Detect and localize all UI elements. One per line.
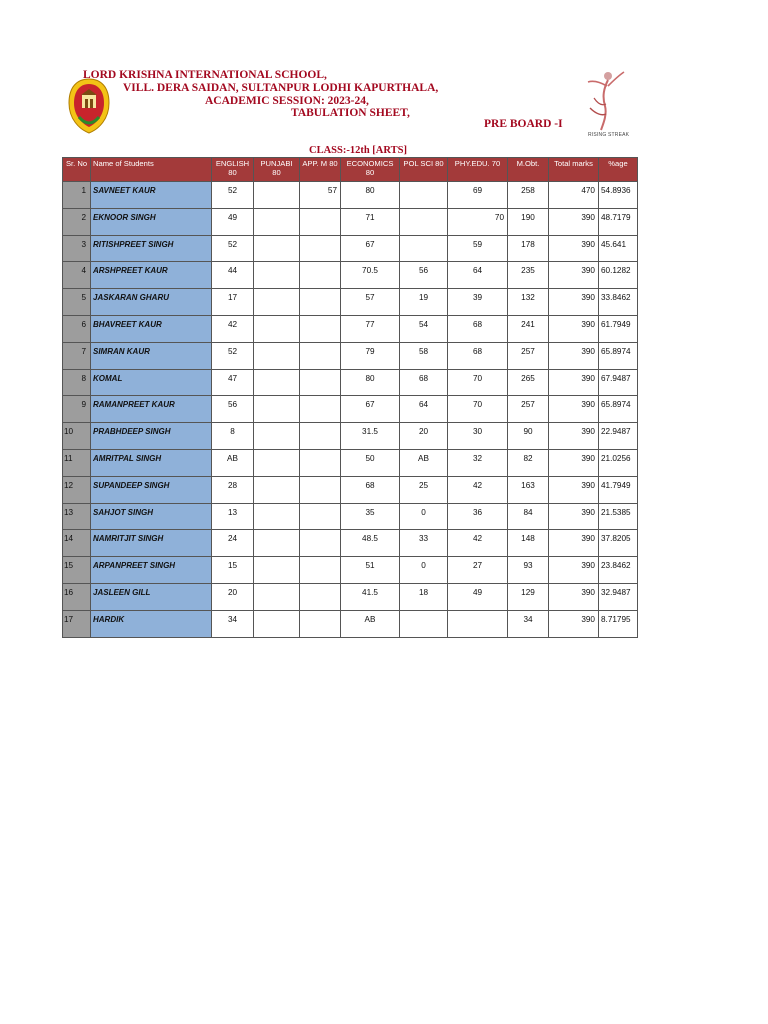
pol-sci-cell: 64 xyxy=(400,396,448,423)
punjabi-cell xyxy=(254,369,300,396)
sr-cell: 1 xyxy=(63,182,91,209)
marks-obtained-cell: 235 xyxy=(508,262,549,289)
name-cell: SIMRAN KAUR xyxy=(91,342,212,369)
total-marks-cell: 470 xyxy=(549,182,599,209)
economics-cell: 80 xyxy=(341,369,400,396)
pol-sci-cell: 20 xyxy=(400,423,448,450)
english-cell: 52 xyxy=(212,342,254,369)
name-cell: JASKARAN GHARU xyxy=(91,289,212,316)
col-percentage: %age xyxy=(599,158,638,182)
app-m-cell: 57 xyxy=(300,182,341,209)
punjabi-cell xyxy=(254,610,300,637)
pol-sci-cell: 54 xyxy=(400,315,448,342)
marks-obtained-cell: 257 xyxy=(508,396,549,423)
sr-cell: 12 xyxy=(63,476,91,503)
phy-edu-cell xyxy=(448,610,508,637)
col-total-marks: Total marks xyxy=(549,158,599,182)
english-cell: 49 xyxy=(212,208,254,235)
name-cell: ARPANPREET SINGH xyxy=(91,557,212,584)
economics-cell: 68 xyxy=(341,476,400,503)
col-punjabi: PUNJABI 80 xyxy=(254,158,300,182)
english-cell: 42 xyxy=(212,315,254,342)
table-row xyxy=(63,503,638,530)
name-cell: AMRITPAL SINGH xyxy=(91,449,212,476)
app-m-cell xyxy=(300,396,341,423)
name-cell: NAMRITJIT SINGH xyxy=(91,530,212,557)
economics-cell: 57 xyxy=(341,289,400,316)
total-marks-cell: 390 xyxy=(549,583,599,610)
punjabi-cell xyxy=(254,342,300,369)
total-marks-cell: 390 xyxy=(549,342,599,369)
app-m-cell xyxy=(300,208,341,235)
percentage-cell: 21.5385 xyxy=(599,503,638,530)
english-cell: 34 xyxy=(212,610,254,637)
economics-cell: 79 xyxy=(341,342,400,369)
total-marks-cell: 390 xyxy=(549,557,599,584)
phy-edu-cell: 64 xyxy=(448,262,508,289)
rising-streak-emblem-icon xyxy=(578,68,636,142)
percentage-cell: 67.9487 xyxy=(599,369,638,396)
app-m-cell xyxy=(300,289,341,316)
header-row xyxy=(63,158,638,182)
school-name: LORD KRISHNA INTERNATIONAL SCHOOL, xyxy=(83,69,327,81)
name-cell: JASLEEN GILL xyxy=(91,583,212,610)
app-m-cell xyxy=(300,530,341,557)
english-cell: 52 xyxy=(212,235,254,262)
pol-sci-cell xyxy=(400,208,448,235)
phy-edu-cell: 36 xyxy=(448,503,508,530)
total-marks-cell: 390 xyxy=(549,530,599,557)
sr-cell: 11 xyxy=(63,449,91,476)
col-pol-sci: POL SCI 80 xyxy=(400,158,448,182)
table-row xyxy=(63,449,638,476)
marks-obtained-cell: 257 xyxy=(508,342,549,369)
english-cell: 8 xyxy=(212,423,254,450)
pol-sci-cell xyxy=(400,610,448,637)
table-row xyxy=(63,342,638,369)
phy-edu-cell: 68 xyxy=(448,315,508,342)
marks-obtained-cell: 82 xyxy=(508,449,549,476)
sr-cell: 14 xyxy=(63,530,91,557)
english-cell: 24 xyxy=(212,530,254,557)
english-cell: 17 xyxy=(212,289,254,316)
english-cell: AB xyxy=(212,449,254,476)
col-sr-no: Sr. No xyxy=(63,158,91,182)
english-cell: 52 xyxy=(212,182,254,209)
table-row xyxy=(63,289,638,316)
punjabi-cell xyxy=(254,396,300,423)
table-row xyxy=(63,369,638,396)
sheet-title: TABULATION SHEET, xyxy=(291,107,410,119)
percentage-cell: 48.7179 xyxy=(599,208,638,235)
table-row xyxy=(63,315,638,342)
name-cell: EKNOOR SINGH xyxy=(91,208,212,235)
sr-cell: 16 xyxy=(63,583,91,610)
col-phy-edu: PHY.EDU. 70 xyxy=(448,158,508,182)
app-m-cell xyxy=(300,557,341,584)
table-row xyxy=(63,396,638,423)
name-cell: HARDIK xyxy=(91,610,212,637)
col-marks-obtained: M.Obt. xyxy=(508,158,549,182)
percentage-cell: 60.1282 xyxy=(599,262,638,289)
punjabi-cell xyxy=(254,208,300,235)
marks-obtained-cell: 178 xyxy=(508,235,549,262)
table-row xyxy=(63,262,638,289)
app-m-cell xyxy=(300,369,341,396)
table-row xyxy=(63,476,638,503)
phy-edu-cell: 59 xyxy=(448,235,508,262)
marks-obtained-cell: 190 xyxy=(508,208,549,235)
pol-sci-cell: AB xyxy=(400,449,448,476)
pol-sci-cell: 58 xyxy=(400,342,448,369)
class-label: CLASS:-12th [ARTS] xyxy=(309,145,407,156)
english-cell: 13 xyxy=(212,503,254,530)
name-cell: RAMANPREET KAUR xyxy=(91,396,212,423)
pol-sci-cell: 18 xyxy=(400,583,448,610)
economics-cell: 50 xyxy=(341,449,400,476)
punjabi-cell xyxy=(254,262,300,289)
academic-session: ACADEMIC SESSION: 2023-24, xyxy=(205,95,369,107)
english-cell: 28 xyxy=(212,476,254,503)
total-marks-cell: 390 xyxy=(549,396,599,423)
pol-sci-cell: 0 xyxy=(400,503,448,530)
marks-obtained-cell: 84 xyxy=(508,503,549,530)
sr-cell: 9 xyxy=(63,396,91,423)
table-row xyxy=(63,557,638,584)
col-app-m: APP. M 80 xyxy=(300,158,341,182)
phy-edu-cell: 42 xyxy=(448,530,508,557)
sr-cell: 15 xyxy=(63,557,91,584)
phy-edu-cell: 68 xyxy=(448,342,508,369)
marks-obtained-cell: 132 xyxy=(508,289,549,316)
pol-sci-cell: 33 xyxy=(400,530,448,557)
pol-sci-cell xyxy=(400,235,448,262)
app-m-cell xyxy=(300,476,341,503)
phy-edu-cell: 69 xyxy=(448,182,508,209)
pol-sci-cell xyxy=(400,182,448,209)
app-m-cell xyxy=(300,583,341,610)
name-cell: ARSHPREET KAUR xyxy=(91,262,212,289)
percentage-cell: 61.7949 xyxy=(599,315,638,342)
phy-edu-cell: 49 xyxy=(448,583,508,610)
english-cell: 15 xyxy=(212,557,254,584)
sr-cell: 2 xyxy=(63,208,91,235)
percentage-cell: 22.9487 xyxy=(599,423,638,450)
sr-cell: 10 xyxy=(63,423,91,450)
pol-sci-cell: 68 xyxy=(400,369,448,396)
app-m-cell xyxy=(300,262,341,289)
total-marks-cell: 390 xyxy=(549,262,599,289)
app-m-cell xyxy=(300,342,341,369)
percentage-cell: 8.71795 xyxy=(599,610,638,637)
marks-obtained-cell: 34 xyxy=(508,610,549,637)
punjabi-cell xyxy=(254,557,300,584)
total-marks-cell: 390 xyxy=(549,369,599,396)
marks-obtained-cell: 148 xyxy=(508,530,549,557)
percentage-cell: 33.8462 xyxy=(599,289,638,316)
col-economics: ECONOMICS 80 xyxy=(341,158,400,182)
economics-cell: 71 xyxy=(341,208,400,235)
app-m-cell xyxy=(300,503,341,530)
economics-cell: 77 xyxy=(341,315,400,342)
marks-obtained-cell: 93 xyxy=(508,557,549,584)
sr-cell: 3 xyxy=(63,235,91,262)
total-marks-cell: 390 xyxy=(549,208,599,235)
marks-obtained-cell: 163 xyxy=(508,476,549,503)
punjabi-cell xyxy=(254,289,300,316)
english-cell: 44 xyxy=(212,262,254,289)
pol-sci-cell: 19 xyxy=(400,289,448,316)
marks-obtained-cell: 129 xyxy=(508,583,549,610)
phy-edu-cell: 27 xyxy=(448,557,508,584)
marks-obtained-cell: 258 xyxy=(508,182,549,209)
app-m-cell xyxy=(300,610,341,637)
punjabi-cell xyxy=(254,423,300,450)
phy-edu-cell: 70 xyxy=(448,208,508,235)
name-cell: SAVNEET KAUR xyxy=(91,182,212,209)
phy-edu-cell: 30 xyxy=(448,423,508,450)
col-name: Name of Students xyxy=(91,158,212,182)
punjabi-cell xyxy=(254,530,300,557)
punjabi-cell xyxy=(254,315,300,342)
sr-cell: 5 xyxy=(63,289,91,316)
name-cell: KOMAL xyxy=(91,369,212,396)
table-row xyxy=(63,208,638,235)
total-marks-cell: 390 xyxy=(549,503,599,530)
economics-cell: AB xyxy=(341,610,400,637)
percentage-cell: 65.8974 xyxy=(599,396,638,423)
percentage-cell: 45.641 xyxy=(599,235,638,262)
table-row xyxy=(63,182,638,209)
exam-name: PRE BOARD -I xyxy=(484,118,563,130)
total-marks-cell: 390 xyxy=(549,235,599,262)
emblem-caption: RISING STREAK xyxy=(588,132,630,138)
phy-edu-cell: 42 xyxy=(448,476,508,503)
total-marks-cell: 390 xyxy=(549,289,599,316)
phy-edu-cell: 70 xyxy=(448,369,508,396)
english-cell: 47 xyxy=(212,369,254,396)
english-cell: 56 xyxy=(212,396,254,423)
name-cell: SUPANDEEP SINGH xyxy=(91,476,212,503)
economics-cell: 35 xyxy=(341,503,400,530)
percentage-cell: 65.8974 xyxy=(599,342,638,369)
name-cell: BHAVREET KAUR xyxy=(91,315,212,342)
english-cell: 20 xyxy=(212,583,254,610)
total-marks-cell: 390 xyxy=(549,610,599,637)
punjabi-cell xyxy=(254,449,300,476)
table-row xyxy=(63,235,638,262)
total-marks-cell: 390 xyxy=(549,423,599,450)
pol-sci-cell: 56 xyxy=(400,262,448,289)
percentage-cell: 37.8205 xyxy=(599,530,638,557)
punjabi-cell xyxy=(254,503,300,530)
economics-cell: 67 xyxy=(341,396,400,423)
economics-cell: 48.5 xyxy=(341,530,400,557)
name-cell: RITISHPREET SINGH xyxy=(91,235,212,262)
marks-obtained-cell: 265 xyxy=(508,369,549,396)
col-english: ENGLISH 80 xyxy=(212,158,254,182)
economics-cell: 80 xyxy=(341,182,400,209)
phy-edu-cell: 70 xyxy=(448,396,508,423)
punjabi-cell xyxy=(254,235,300,262)
percentage-cell: 41.7949 xyxy=(599,476,638,503)
app-m-cell xyxy=(300,449,341,476)
app-m-cell xyxy=(300,235,341,262)
table-row xyxy=(63,423,638,450)
punjabi-cell xyxy=(254,476,300,503)
app-m-cell xyxy=(300,423,341,450)
name-cell: PRABHDEEP SINGH xyxy=(91,423,212,450)
punjabi-cell xyxy=(254,583,300,610)
total-marks-cell: 390 xyxy=(549,476,599,503)
sr-cell: 13 xyxy=(63,503,91,530)
economics-cell: 51 xyxy=(341,557,400,584)
percentage-cell: 21.0256 xyxy=(599,449,638,476)
sr-cell: 7 xyxy=(63,342,91,369)
table-row xyxy=(63,530,638,557)
phy-edu-cell: 39 xyxy=(448,289,508,316)
sr-cell: 8 xyxy=(63,369,91,396)
school-address: VILL. DERA SAIDAN, SULTANPUR LODHI KAPURTHALA, xyxy=(123,82,439,94)
total-marks-cell: 390 xyxy=(549,315,599,342)
sr-cell: 6 xyxy=(63,315,91,342)
sr-cell: 17 xyxy=(63,610,91,637)
name-cell: SAHJOT SINGH xyxy=(91,503,212,530)
phy-edu-cell: 32 xyxy=(448,449,508,476)
pol-sci-cell: 25 xyxy=(400,476,448,503)
table-row xyxy=(63,583,638,610)
punjabi-cell xyxy=(254,182,300,209)
table-row xyxy=(63,610,638,637)
total-marks-cell: 390 xyxy=(549,449,599,476)
percentage-cell: 23.8462 xyxy=(599,557,638,584)
economics-cell: 41.5 xyxy=(341,583,400,610)
percentage-cell: 32.9487 xyxy=(599,583,638,610)
marks-obtained-cell: 241 xyxy=(508,315,549,342)
pol-sci-cell: 0 xyxy=(400,557,448,584)
app-m-cell xyxy=(300,315,341,342)
sr-cell: 4 xyxy=(63,262,91,289)
percentage-cell: 54.8936 xyxy=(599,182,638,209)
economics-cell: 67 xyxy=(341,235,400,262)
marks-obtained-cell: 90 xyxy=(508,423,549,450)
economics-cell: 70.5 xyxy=(341,262,400,289)
school-logo-icon xyxy=(67,77,111,135)
economics-cell: 31.5 xyxy=(341,423,400,450)
tabulation-table xyxy=(62,157,638,638)
